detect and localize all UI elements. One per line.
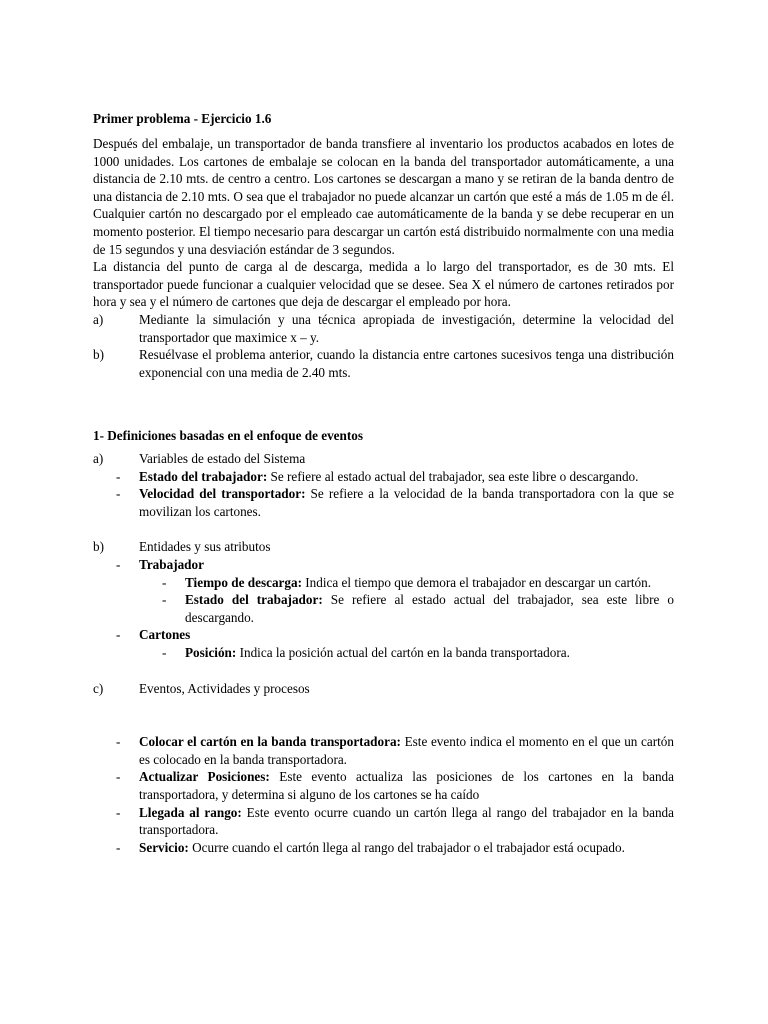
list-item (93, 485, 674, 520)
bullet-dash: - (116, 468, 121, 484)
question-b-label: b) (93, 347, 104, 363)
item-term: Posición: (185, 644, 237, 660)
item-term: Estado del trabajador: (139, 468, 268, 484)
intro-paragraph-1: Después del embalaje, un transportador de banda transfiere al inventario los productos acabados en lotes de 1000 unidades. Los cartones de embalaje se colocan en la banda del transportador automáticamente, a una distancia de 2.10 mts. de centro a centro. Los cartones se descargan a mano y se retiran de la banda dentro de una distancia de 2.10 mts. O sea que el trabajador no puede alcanzar un cartón que esté a más de 1.05 m de él. Cualquier cartón no descargado por el empleado cae automáticamente de la banda y se debe recuperar en un momento posterior. El tiempo necesario para descargar un cartón está distribuido normalmente con una media de 15 segundos y una desviación estándar de 3 segundos. (93, 136, 674, 257)
bullet-dash: - (162, 592, 167, 608)
item-term: Estado del trabajador: (185, 592, 323, 608)
section-c (93, 680, 674, 698)
list-item (93, 468, 674, 486)
item-desc: Se refiere al estado actual del trabajador, sea este libre o descargando. (185, 592, 674, 625)
item-desc: Ocurre cuando el cartón llega al rango del trabajador o el trabajador está ocupado. (188, 839, 625, 855)
section-heading: 1- Definiciones basadas en el enfoque de eventos (93, 428, 363, 443)
question-a-text: Mediante la simulación y una técnica apropiada de investigación, determine la velocidad del transportador que maximice x – y. (139, 311, 674, 345)
question-b-text: Resuélvase el problema anterior, cuando la distancia entre cartones sucesivos tenga una distribución exponencial con una media de 2.40 mts. (139, 347, 674, 380)
item-desc: Indica la posición actual del cartón en la banda transportadora. (236, 644, 570, 660)
definitions (93, 450, 674, 856)
item-desc: Se refiere al estado actual del trabajador, sea este libre o descargando. (267, 468, 639, 484)
entity-trabajador: Trabajador (139, 556, 204, 572)
section-a-title: Variables de estado del Sistema (139, 451, 306, 466)
bullet-dash: - (116, 804, 121, 820)
sub-list-item (93, 574, 674, 592)
item-term: Velocidad del transportador: (139, 486, 306, 502)
list-item (93, 556, 674, 574)
list-item (93, 733, 674, 768)
bullet-dash: - (116, 839, 121, 855)
question-a-label: a) (93, 311, 104, 327)
question-b (93, 346, 674, 381)
list-item (93, 804, 674, 839)
sub-list-item (93, 591, 674, 626)
item-term: Actualizar Posiciones: (139, 769, 270, 785)
item-term: Tiempo de descarga: (185, 574, 302, 590)
section-a (93, 450, 674, 468)
problem-statement (93, 135, 674, 381)
intro-paragraph-2: La distancia del punto de carga al de descarga, medida a lo largo del transportador, es de 30 mts. El transportador puede funcionar a cualquier velocidad que se desee. Sea X el número de cartones retirados por hora y sea y el número de cartones que deja de descargar el empleado por hora. (93, 259, 674, 310)
bullet-dash: - (116, 486, 121, 502)
section-a-label: a) (93, 451, 104, 466)
sub-list-item (93, 644, 674, 662)
bullet-dash: - (116, 627, 121, 643)
item-desc: Se refiere a la velocidad de la banda transportadora con la que se movilizan los cartones. (139, 486, 674, 519)
entity-cartones: Cartones (139, 627, 191, 643)
section-b (93, 538, 674, 556)
item-term: Colocar el cartón en la banda transportadora: (139, 734, 401, 750)
spacer (93, 520, 674, 538)
spacer (93, 662, 674, 680)
section-c-title: Eventos, Actividades y procesos (139, 680, 310, 696)
list-item (93, 626, 674, 644)
section-b-title: Entidades y sus atributos (139, 539, 271, 555)
item-term: Servicio: (139, 839, 189, 855)
spacer (93, 697, 674, 733)
item-term: Llegada al rango: (139, 804, 242, 820)
question-a (93, 311, 674, 346)
list-item (93, 768, 674, 803)
bullet-dash: - (116, 734, 121, 750)
bullet-dash: - (116, 556, 121, 572)
bullet-dash: - (162, 574, 167, 590)
bullet-dash: - (162, 644, 167, 660)
section-b-label: b) (93, 539, 104, 555)
section-c-label: c) (93, 680, 104, 696)
item-desc: Este evento actualiza las posiciones de los cartones en la banda transportadora, y determina si alguno de los cartones se ha caído (139, 769, 674, 802)
list-item (93, 839, 674, 857)
page-title: Primer problema - Ejercicio 1.6 (93, 111, 272, 126)
item-desc: Indica el tiempo que demora el trabajador en descargar un cartón. (301, 574, 652, 590)
bullet-dash: - (116, 769, 121, 785)
item-desc: Este evento ocurre cuando un cartón llega al rango del trabajador en la banda transportadora. (139, 804, 674, 838)
item-desc: Este evento indica el momento en el que un cartón es colocado en la banda transportadora. (139, 734, 674, 767)
